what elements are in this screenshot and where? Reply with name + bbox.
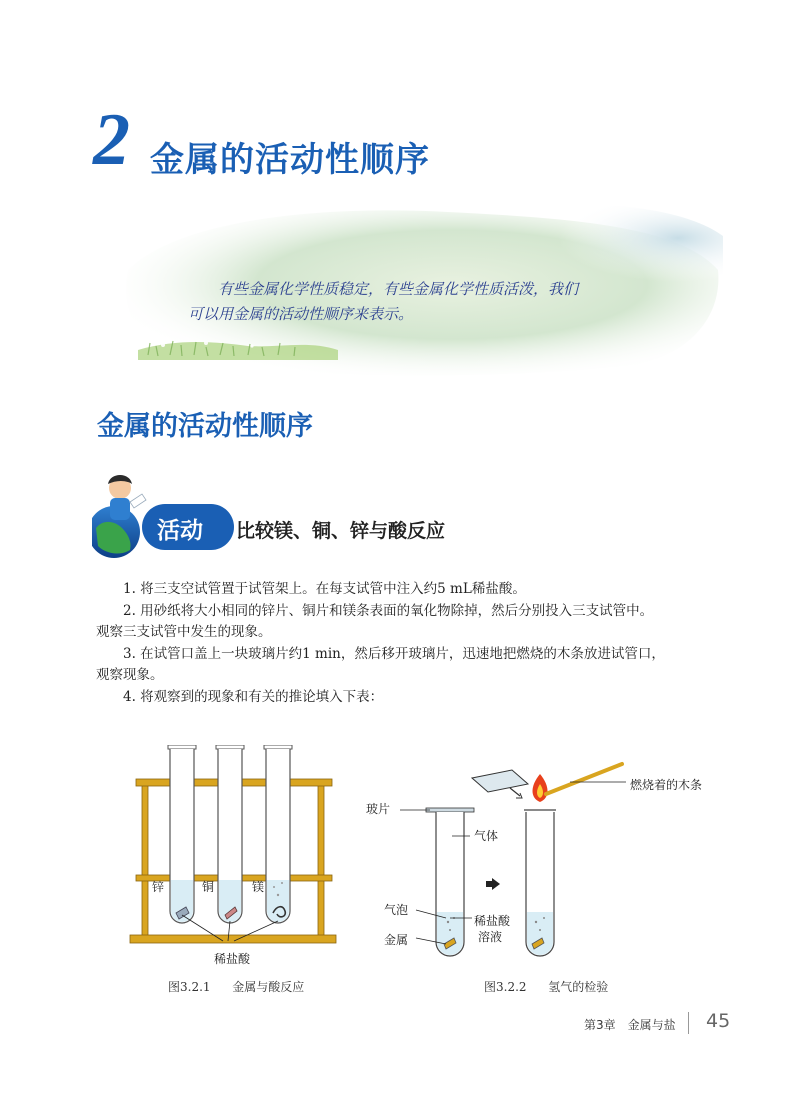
- figure2-caption: [484, 978, 608, 995]
- label-metal: 金属: [384, 933, 409, 947]
- footer-divider: [688, 1012, 689, 1034]
- step-4: 4. 将观察到的现象和有关的推论填入下表：: [123, 688, 384, 705]
- test-tube-copper: [216, 745, 244, 923]
- step-3-cont: 观察现象。: [96, 667, 164, 683]
- rack-base: [130, 935, 336, 943]
- wood-splint: [546, 764, 622, 794]
- step-2: 2. 用砂纸将大小相同的锌片、铜片和镁条表面的氧化物除掉，然后分别投入三支试管中。: [123, 602, 654, 619]
- test-tube-zinc: [168, 745, 196, 923]
- intro-line-1: 有些金属化学性质稳定，有些金属化学性质活泼，我们: [218, 280, 579, 298]
- label-copper: 铜: [202, 880, 215, 894]
- chapter-number: 2: [93, 99, 130, 181]
- figure2-caption-number: 图3.2.2: [484, 980, 527, 994]
- intro-paragraph: [188, 277, 618, 327]
- label-dilute-acid: 稀盐酸: [214, 952, 251, 966]
- figure1-caption-number: 图3.2.1: [168, 980, 211, 994]
- page-number: 45: [706, 1010, 731, 1032]
- label-acid-solution-2: 溶液: [478, 930, 503, 944]
- flame-icon: [533, 774, 548, 802]
- figure-test-tube-rack: [128, 745, 338, 975]
- student-mascot-icon: [108, 475, 146, 520]
- section-heading: 金属的活动性顺序: [97, 411, 313, 442]
- activity-steps: [96, 579, 726, 708]
- intro-line-2: 可以用金属的活动性顺序来表示。: [188, 305, 414, 323]
- step-1: 1. 将三支空试管置于试管架上。在每支试管中注入约5 mL稀盐酸。: [123, 581, 526, 597]
- test-tube-magnesium: [264, 745, 292, 923]
- rack-leg-right: [318, 781, 324, 941]
- activity-title: 比较镁、铜、锌与酸反应: [236, 520, 446, 542]
- step-3: 3. 在试管口盖上一块玻璃片约1 min，然后移开玻璃片，迅速地把燃烧的木条放进试管口，: [123, 645, 665, 662]
- footer-chapter-label: 第3章 金属与盐: [584, 1018, 676, 1032]
- label-gas: 气体: [474, 829, 499, 843]
- activity-label: 活动: [157, 518, 203, 544]
- label-zinc: 锌: [152, 880, 165, 894]
- label-acid-solution-1: 稀盐酸: [474, 914, 511, 928]
- label-bubbles: 气泡: [384, 903, 409, 917]
- page-title: 金属的活动性顺序: [150, 140, 430, 180]
- label-burning-splint: 燃烧着的木条: [630, 778, 703, 792]
- label-glass-plate: 玻片: [366, 802, 391, 816]
- rack-leg-left: [142, 781, 148, 941]
- figure1-caption: [168, 978, 304, 995]
- figure1-caption-text: 金属与酸反应: [232, 980, 305, 994]
- figure2-caption-text: 氢气的检验: [548, 980, 609, 994]
- step-2-cont: 观察三支试管中发生的现象。: [96, 624, 272, 640]
- arrow-icon: [492, 878, 500, 890]
- label-magnesium: 镁: [252, 880, 265, 894]
